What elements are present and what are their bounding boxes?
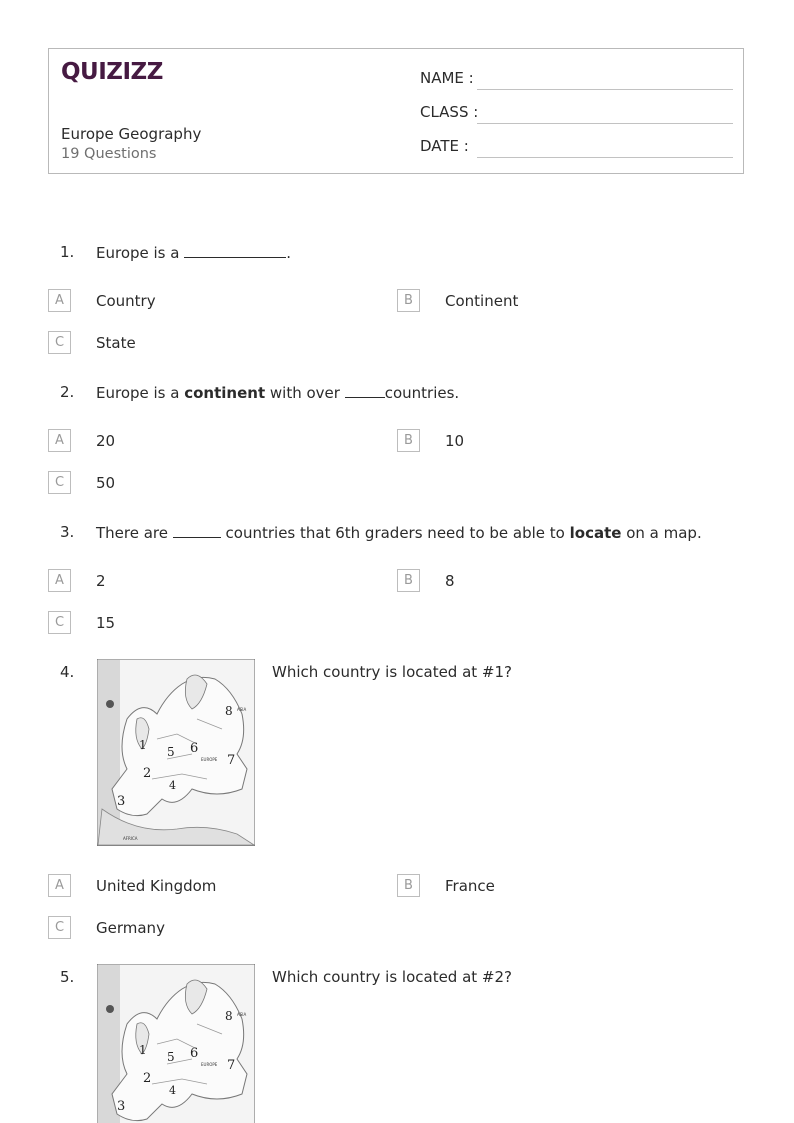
option-letter-a[interactable]: A — [48, 429, 71, 452]
question-text: Which country is located at #2? — [272, 968, 513, 986]
quizizz-logo: QUIZIZZ — [61, 59, 163, 85]
question-text: Which country is located at #1? — [272, 663, 513, 681]
class-label: CLASS : — [420, 103, 479, 121]
europe-map-image — [97, 659, 255, 846]
option-a-text[interactable]: 20 — [96, 432, 116, 450]
map-number-2: 2 — [143, 1071, 152, 1086]
question-text-bold: continent — [184, 384, 266, 402]
answer-blank — [345, 383, 385, 398]
option-a-text[interactable]: United Kingdom — [96, 877, 217, 895]
question-number: 3. — [60, 523, 75, 541]
option-letter-a[interactable]: A — [48, 874, 71, 897]
option-letter-c[interactable]: C — [48, 331, 71, 354]
map-number-7: 7 — [227, 753, 236, 768]
question-text-part: Europe is a — [96, 384, 185, 402]
map-number-8: 8 — [225, 1009, 233, 1023]
question-text-part: . — [286, 244, 292, 262]
question-text — [96, 243, 291, 262]
europe-map-image — [97, 964, 255, 1123]
option-b-text[interactable]: 10 — [445, 432, 465, 450]
option-letter-b[interactable]: B — [397, 429, 420, 452]
question-text-part: with over — [265, 384, 345, 402]
option-c-text[interactable]: 15 — [96, 614, 116, 632]
class-field[interactable] — [477, 123, 733, 124]
worksheet-title: Europe Geography — [61, 125, 202, 143]
option-a-text[interactable]: Country — [96, 292, 156, 310]
option-letter-c[interactable]: C — [48, 611, 71, 634]
map-label-africa: AFRICA — [123, 836, 138, 841]
question-text-part: countries. — [384, 384, 460, 402]
option-letter-a[interactable]: A — [48, 569, 71, 592]
question-count: 19 Questions — [61, 146, 157, 162]
question-number: 2. — [60, 383, 75, 401]
option-b-text[interactable]: France — [445, 877, 495, 895]
map-number-4: 4 — [169, 779, 176, 792]
question-text — [96, 523, 702, 542]
map-label-asia: ASIA — [237, 707, 247, 712]
question-number: 5. — [60, 968, 75, 986]
question-text-part: Europe is a — [96, 244, 185, 262]
name-label: NAME : — [420, 69, 474, 87]
option-c-text[interactable]: State — [96, 334, 136, 352]
option-letter-c[interactable]: C — [48, 916, 71, 939]
option-letter-b[interactable]: B — [397, 874, 420, 897]
option-a-text[interactable]: 2 — [96, 572, 106, 590]
map-number-3: 3 — [117, 1099, 126, 1114]
question-text-part: on a map. — [621, 524, 702, 542]
option-letter-c[interactable]: C — [48, 471, 71, 494]
map-number-4: 4 — [169, 1084, 176, 1097]
map-label-europe: EUROPE — [201, 1062, 218, 1067]
option-b-text[interactable]: Continent — [445, 292, 519, 310]
option-c-text[interactable]: Germany — [96, 919, 165, 937]
question-number: 4. — [60, 663, 75, 681]
map-number-5: 5 — [167, 1050, 175, 1064]
question-text-part: There are — [96, 524, 173, 542]
question-text-part: countries that 6th graders need to be able to — [220, 524, 570, 542]
option-c-text[interactable]: 50 — [96, 474, 116, 492]
map-number-7: 7 — [227, 1058, 236, 1073]
question-number: 1. — [60, 243, 75, 261]
worksheet-header — [48, 48, 744, 174]
map-number-1: 1 — [139, 1043, 147, 1057]
question-text — [96, 383, 459, 402]
map-number-6: 6 — [190, 1046, 199, 1061]
map-label-europe: EUROPE — [201, 757, 218, 762]
map-label-asia: ASIA — [237, 1012, 247, 1017]
date-label: DATE : — [420, 137, 469, 155]
name-field[interactable] — [477, 89, 733, 90]
question-text-bold: locate — [569, 524, 622, 542]
option-b-text[interactable]: 8 — [445, 572, 455, 590]
map-number-2: 2 — [143, 766, 152, 781]
answer-blank — [173, 523, 221, 538]
map-number-5: 5 — [167, 745, 175, 759]
map-number-8: 8 — [225, 704, 233, 718]
map-number-1: 1 — [139, 738, 147, 752]
answer-blank — [184, 243, 286, 258]
option-letter-b[interactable]: B — [397, 289, 420, 312]
map-number-3: 3 — [117, 794, 126, 809]
option-letter-b[interactable]: B — [397, 569, 420, 592]
date-field[interactable] — [477, 157, 733, 158]
option-letter-a[interactable]: A — [48, 289, 71, 312]
map-number-6: 6 — [190, 741, 199, 756]
